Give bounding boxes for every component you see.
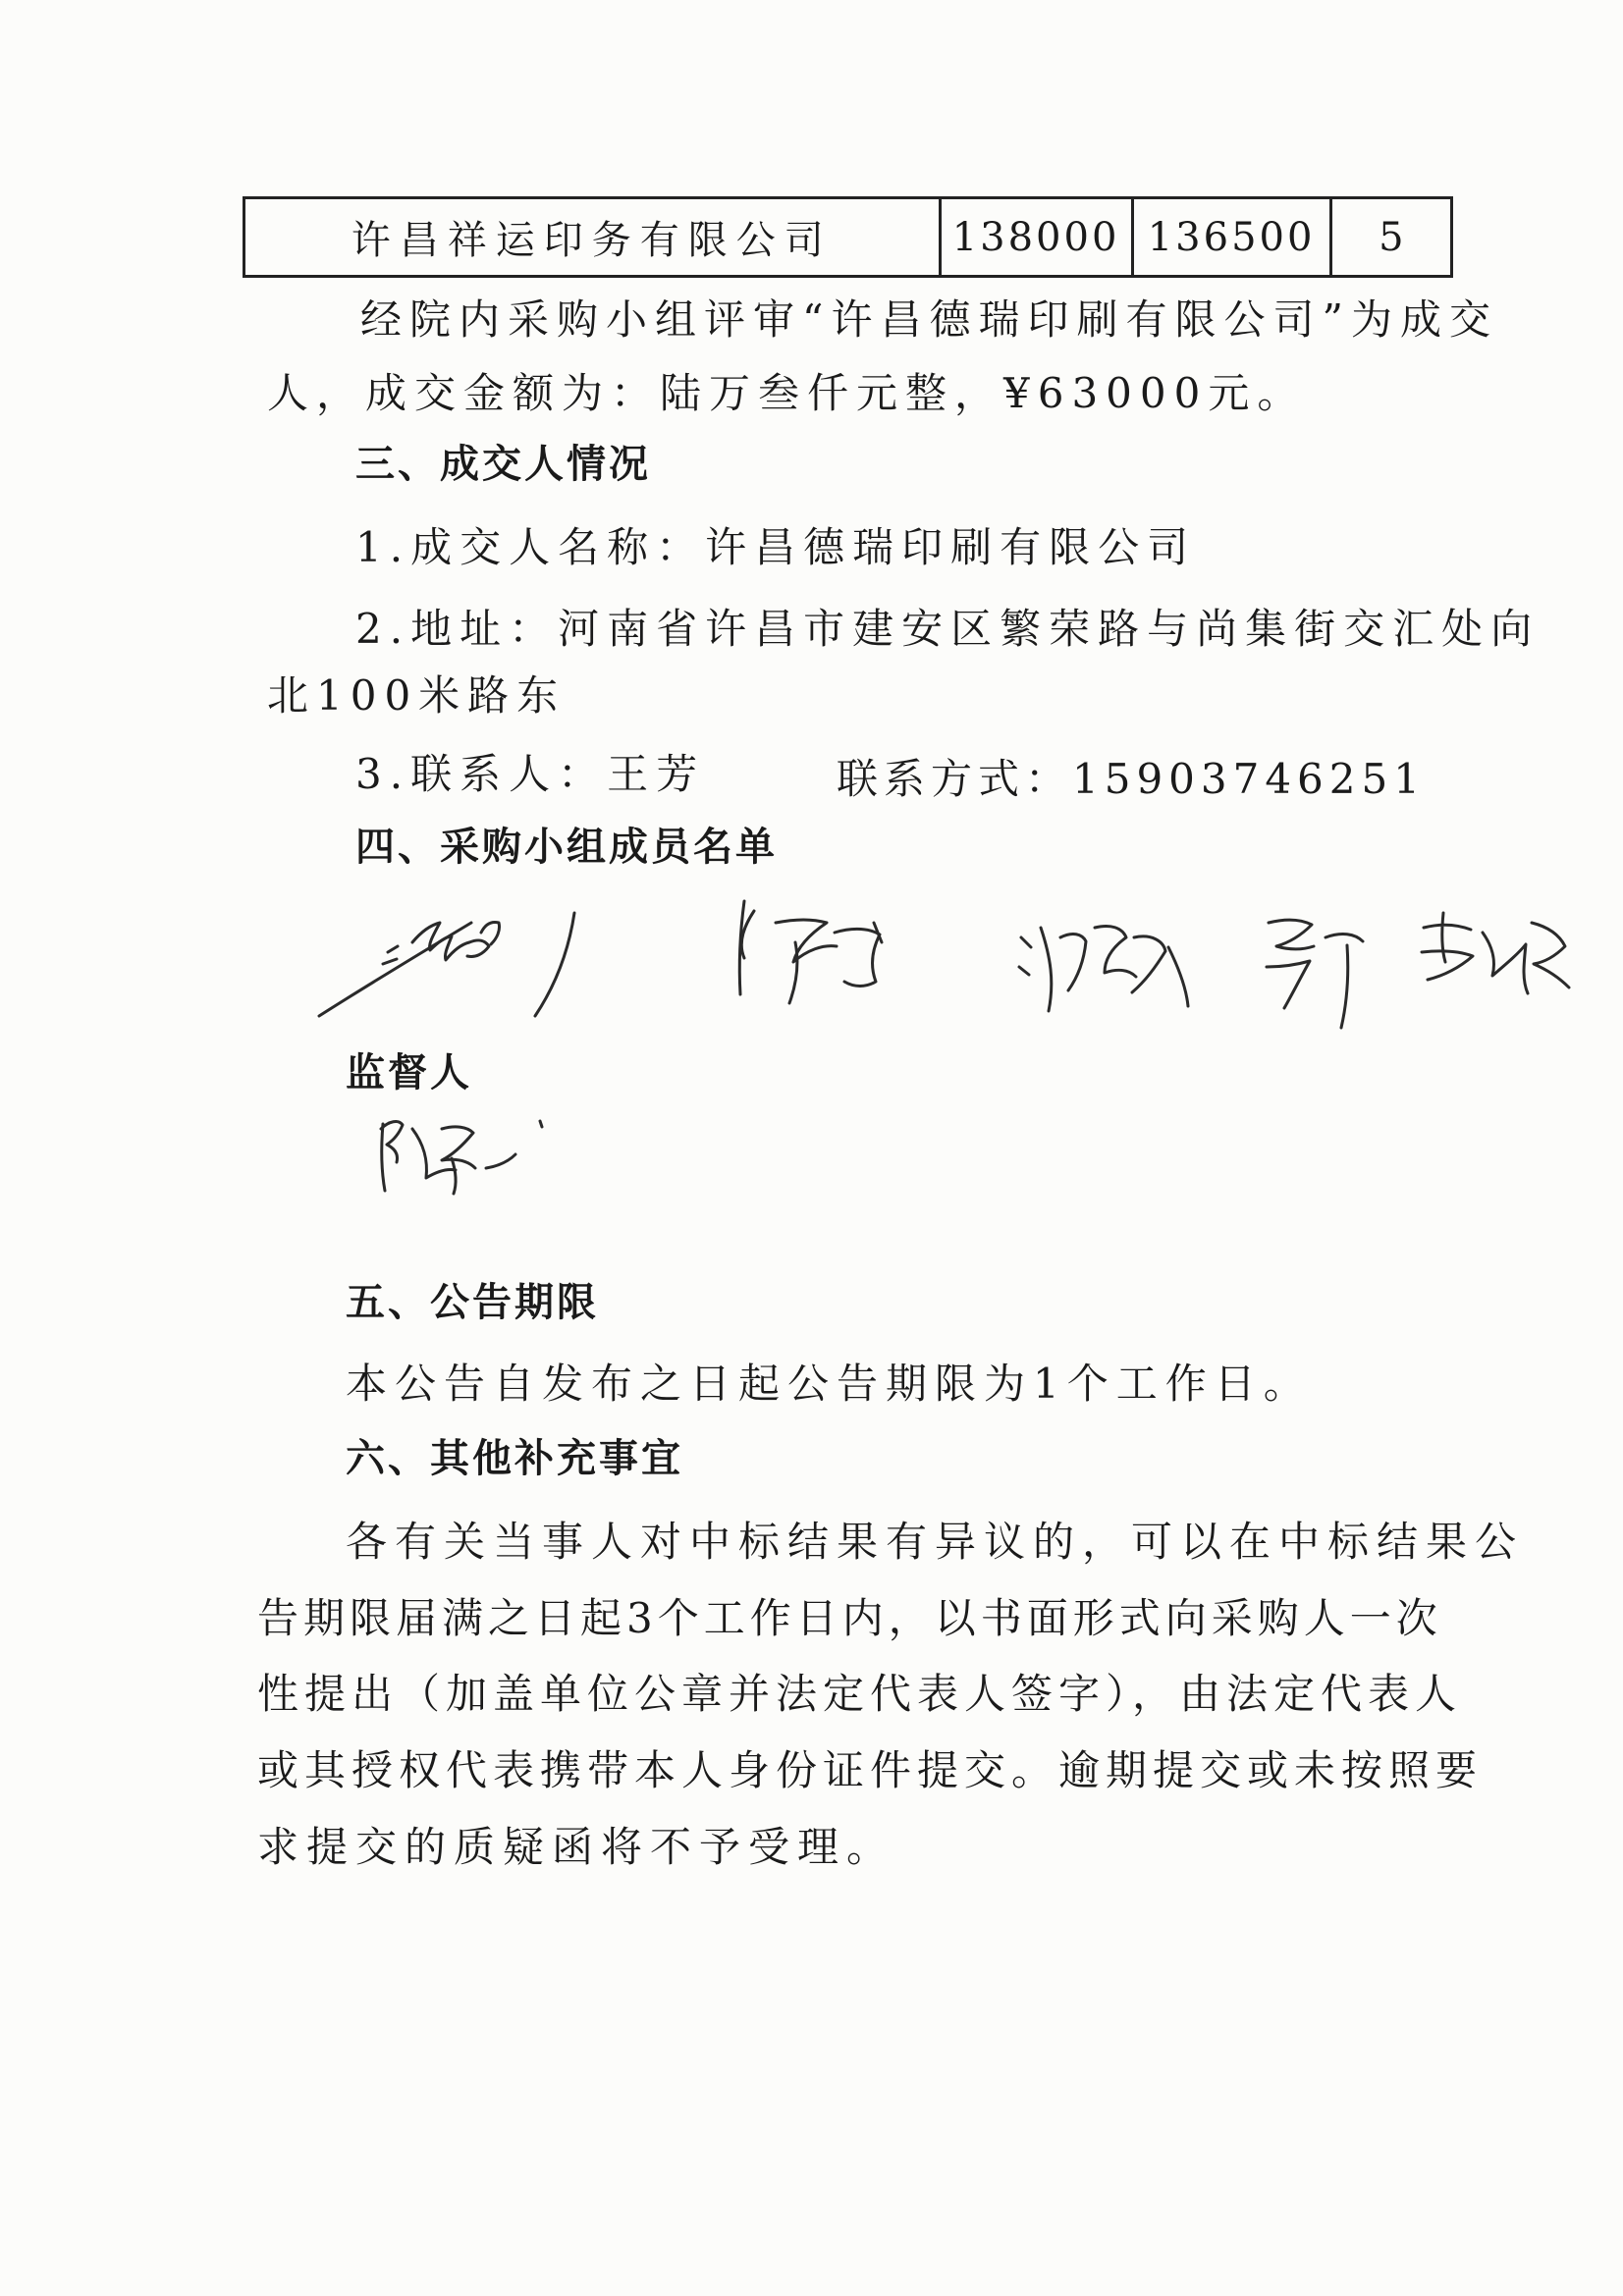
signature-4 <box>1257 908 1384 1040</box>
winner-address-line-2: 北100米路东 <box>267 671 567 720</box>
objection-text-line-3: 性提出（加盖单位公章并法定代表人签字），由法定代表人 <box>257 1670 1463 1718</box>
table-cell-price-1: 138000 <box>942 199 1134 275</box>
bid-table-row <box>243 196 1453 278</box>
table-cell-rank: 5 <box>1379 214 1404 260</box>
section-3-heading: 三、成交人情况 <box>355 442 651 487</box>
objection-text-line-5: 求提交的质疑函将不予受理。 <box>257 1823 896 1871</box>
signature-1 <box>314 883 609 1035</box>
signature-2 <box>727 893 923 1025</box>
review-text-line-1: 经院内采购小组评审“许昌德瑞印刷有限公司”为成交 <box>360 295 1498 344</box>
table-cell-price-2: 136500 <box>1134 199 1332 275</box>
winner-address-line-1: 2.地址：河南省许昌市建安区繁荣路与尚集街交汇处向 <box>355 605 1541 653</box>
winner-contact-person: 3.联系人：王芳 <box>355 750 706 798</box>
section-5-heading: 五、公告期限 <box>346 1280 599 1325</box>
winner-contact-phone: 联系方式：15903746251 <box>837 755 1426 803</box>
signature-3 <box>1011 908 1208 1030</box>
objection-text-line-1: 各有关当事人对中标结果有异议的，可以在中标结果公 <box>346 1518 1525 1566</box>
winner-name: 1.成交人名称：许昌德瑞印刷有限公司 <box>355 523 1197 571</box>
supervisor-label: 监督人 <box>346 1050 472 1095</box>
supervisor-signature <box>373 1109 569 1211</box>
table-cell-company: 许昌祥运印务有限公司 <box>245 199 942 275</box>
section-4-heading: 四、采购小组成员名单 <box>355 825 778 870</box>
review-text-line-2: 人，成交金额为：陆万叁仟元整，¥63000元。 <box>267 369 1307 417</box>
signature-5 <box>1414 903 1591 1025</box>
objection-text-line-2: 告期限届满之日起3个工作日内，以书面形式向采购人一次 <box>257 1594 1442 1642</box>
objection-text-line-4: 或其授权代表携带本人身份证件提交。逾期提交或未按照要 <box>257 1746 1484 1794</box>
notice-period-text: 本公告自发布之日起公告期限为1个工作日。 <box>346 1360 1313 1408</box>
section-6-heading: 六、其他补充事宜 <box>346 1436 683 1481</box>
